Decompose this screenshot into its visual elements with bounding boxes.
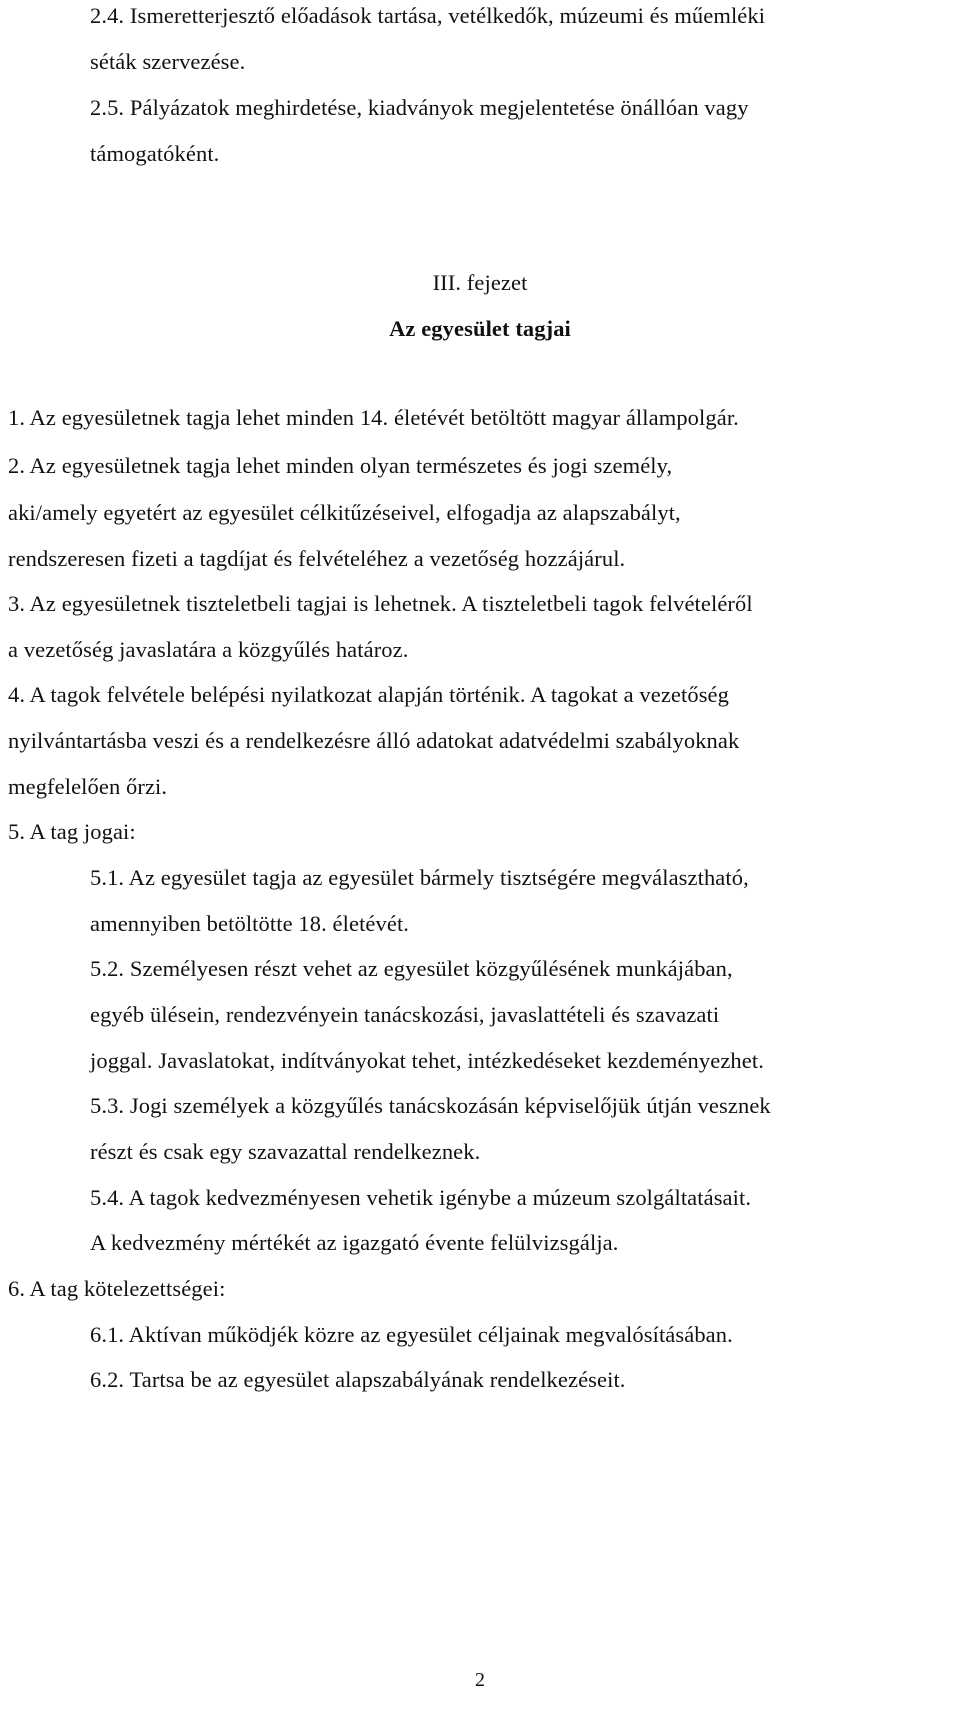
paragraph-5-3-line-2: részt és csak egy szavazattal rendelkeznek. (90, 1139, 481, 1164)
paragraph-5-2-line-1: 5.2. Személyesen részt vehet az egyesület közgyűlésének munkájában, (90, 956, 733, 981)
paragraph-6-2: 6.2. Tartsa be az egyesület alapszabályának rendelkezéseit. (90, 1367, 626, 1392)
paragraph-5-1-line-2: amennyiben betöltötte 18. életévét. (90, 911, 410, 936)
paragraph-6-heading: 6. A tag kötelezettségei: (8, 1276, 226, 1301)
paragraph-4-line-2: nyilvántartásba veszi és a rendelkezésre álló adatokat adatvédelmi szabályoknak (8, 728, 740, 753)
paragraph-2-line-1: 2. Az egyesületnek tagja lehet minden olyan természetes és jogi személy, (8, 453, 673, 478)
paragraph-5-1-line-1: 5.1. Az egyesület tagja az egyesület bármely tisztségére megválasztható, (90, 865, 749, 890)
paragraph-5-4-line-1: 5.4. A tagok kedvezményesen vehetik igénybe a múzeum szolgáltatásait. (90, 1185, 752, 1210)
chapter-title: Az egyesület tagjai (389, 316, 571, 341)
paragraph-5-3-line-1: 5.3. Jogi személyek a közgyűlés tanácskozásán képviselőjük útján vesznek (90, 1093, 771, 1118)
item-2-5-line-1: 2.5. Pályázatok meghirdetése, kiadványok megjelentetése önállóan vagy (90, 95, 749, 120)
item-2-4-line-2: séták szervezése. (90, 49, 246, 74)
paragraph-5-2-line-2: egyéb ülésein, rendezvényein tanácskozási, javaslattételi és szavazati (90, 1002, 720, 1027)
item-2-5-line-2: támogatóként. (90, 141, 220, 166)
paragraph-5-2-line-3: joggal. Javaslatokat, indítványokat tehet, intézkedéseket kezdeményezhet. (90, 1048, 764, 1073)
paragraph-2-line-3: rendszeresen fizeti a tagdíjat és felvételéhez a vezetőség hozzájárul. (8, 546, 626, 571)
paragraph-5-heading: 5. A tag jogai: (8, 819, 136, 844)
item-2-4-line-1: 2.4. Ismeretterjesztő előadások tartása, vetélkedők, múzeumi és műemléki (90, 3, 766, 28)
paragraph-6-1: 6.1. Aktívan működjék közre az egyesület céljainak megvalósításában. (90, 1322, 733, 1347)
paragraph-2-line-2: aki/amely egyetért az egyesület célkitűzéseivel, elfogadja az alapszabályt, (8, 500, 681, 525)
paragraph-3-line-2: a vezetőség javaslatára a közgyűlés határoz. (8, 637, 409, 662)
paragraph-4-line-1: 4. A tagok felvétele belépési nyilatkozat alapján történik. A tagokat a vezetőség (8, 682, 729, 707)
paragraph-4-line-3: megfelelően őrzi. (8, 774, 168, 799)
paragraph-1: 1. Az egyesületnek tagja lehet minden 14. életévét betöltött magyar állampolgár. (8, 405, 739, 430)
paragraph-5-4-line-2: A kedvezmény mértékét az igazgató évente felülvizsgálja. (90, 1230, 619, 1255)
paragraph-3-line-1: 3. Az egyesületnek tiszteletbeli tagjai is lehetnek. A tiszteletbeli tagok felvételéről (8, 591, 753, 616)
chapter-number: III. fejezet (432, 270, 528, 295)
page-number: 2 (475, 1669, 485, 1691)
